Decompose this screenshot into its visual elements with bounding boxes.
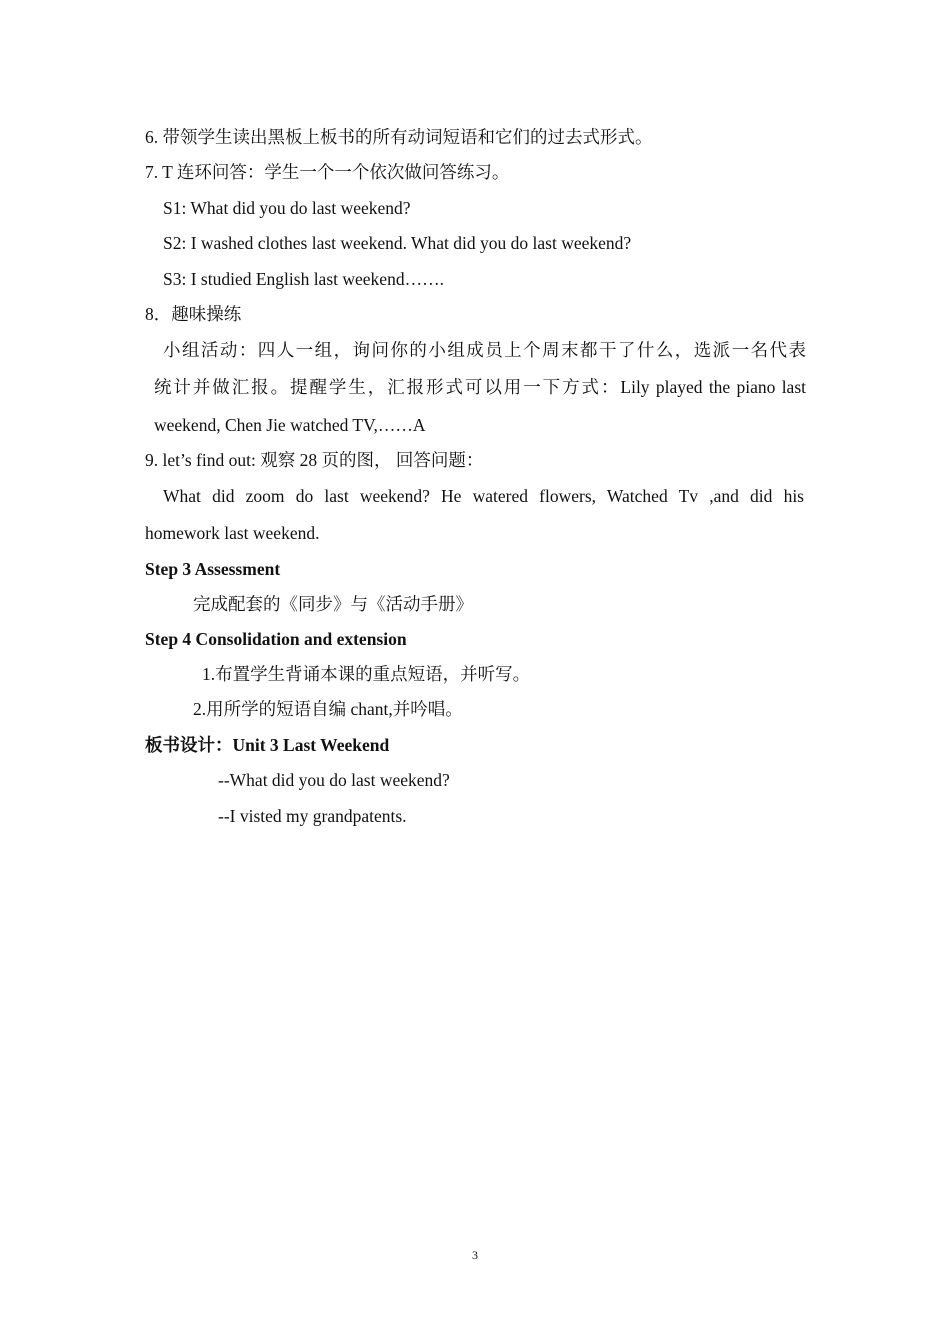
find-out-answer-line-2: homework last weekend. (145, 523, 320, 543)
dialogue-line-s3: S3: I studied English last weekend……. (163, 269, 444, 289)
page-number: 3 (472, 1248, 478, 1262)
assessment-text: 完成配套的《同步》与《活动手册》 (193, 594, 473, 614)
dialogue-line-s1: S1: What did you do last weekend? (163, 198, 411, 218)
group-activity-line-1: 小组活动：四人一组，询问你的小组成员上个周末都干了什么，选派一名代表 (163, 340, 806, 360)
step-item-9: 9. let’s find out: 观察 28 页的图， 回答问题： (145, 450, 484, 470)
step-item-8: 8．趣味操练 (145, 304, 242, 324)
board-design-heading: 板书设计：Unit 3 Last Weekend (145, 735, 390, 755)
group-activity-line-2: 统计并做汇报。提醒学生，汇报形式可以用一下方式：Lily played the piano last (154, 377, 806, 397)
group-activity-line-3: weekend, Chen Jie watched TV,……A (154, 415, 426, 435)
find-out-answer-line-1: What did zoom do last weekend? He watered flowers, Watched Tv ,and did his (163, 486, 804, 506)
board-design-question: --What did you do last weekend? (218, 770, 450, 790)
board-design-answer: --I visted my grandpatents. (218, 806, 407, 826)
step-3-heading: Step 3 Assessment (145, 559, 281, 579)
extension-item-2: 2.用所学的短语自编 chant,并吟唱。 (193, 699, 463, 719)
step-4-heading: Step 4 Consolidation and extension (145, 629, 407, 649)
extension-item-1: 1.布置学生背诵本课的重点短语，并听写。 (202, 664, 531, 684)
step-item-6: 6. 带领学生读出黑板上板书的所有动词短语和它们的过去式形式。 (145, 127, 653, 147)
step-item-7: 7. T 连环问答：学生一个一个依次做问答练习。 (145, 162, 510, 182)
dialogue-line-s2: S2: I washed clothes last weekend. What did you do last weekend? (163, 233, 632, 253)
